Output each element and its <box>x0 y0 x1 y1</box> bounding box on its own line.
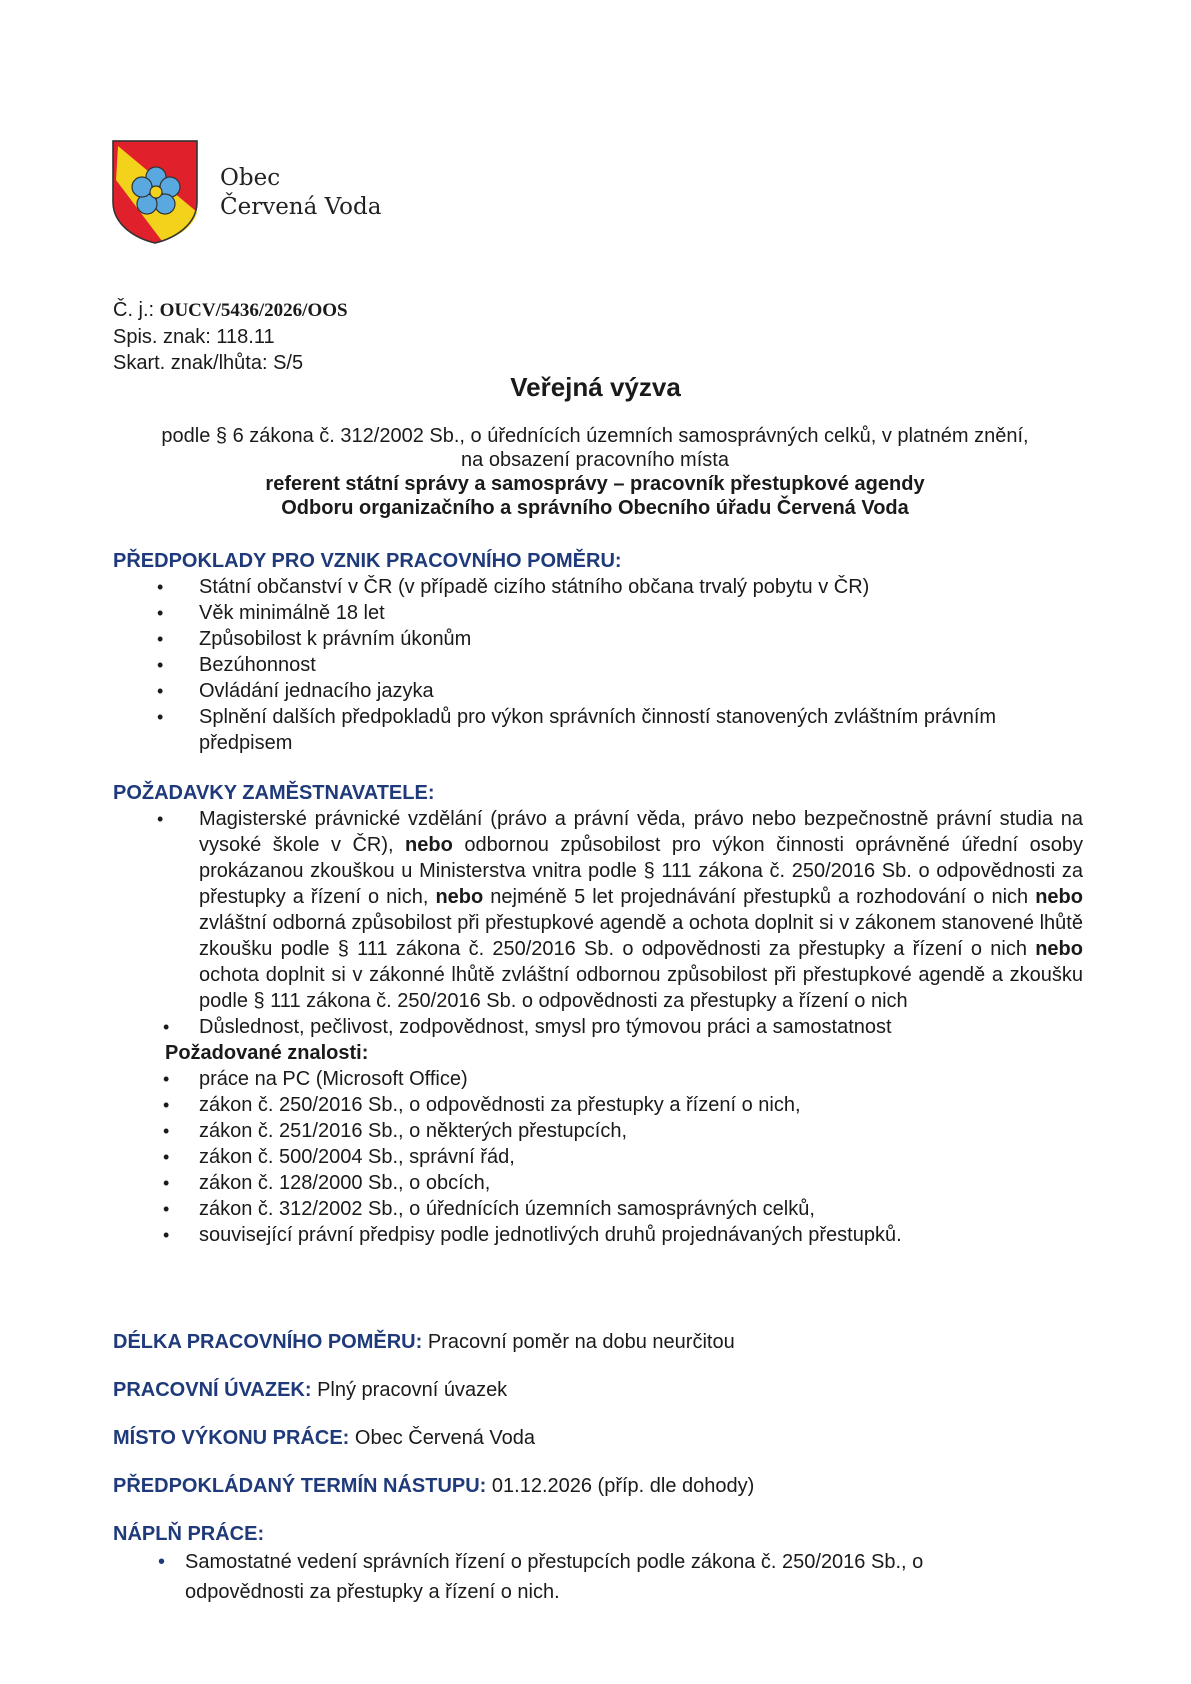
lead-line: na obsazení pracovního místa <box>461 449 729 471</box>
section-requirements <box>113 780 1083 1248</box>
coat-of-arms-icon <box>112 140 198 244</box>
section-prerequisites <box>113 548 1083 756</box>
section-heading: PŘEDPOKLADY PRO VZNIK PRACOVNÍHO POMĚRU: <box>113 550 622 572</box>
list-item: • Státní občanství v ČR (v případě cizího státního občana trvalý pobytu v ČR) <box>113 574 1083 600</box>
list-item: • zákon č. 500/2004 Sb., správní řád, <box>113 1144 1083 1170</box>
requirements-list-2 <box>113 1014 1083 1040</box>
knowledge-heading: Požadované znalosti: <box>165 1042 369 1064</box>
lead-paragraph <box>113 424 1077 520</box>
list-item: • Samostatné vedení správních řízení o přestupcích podle zákona č. 250/2016 Sb., o odpovědnosti za přestupky a řízení o nich. <box>113 1547 1013 1607</box>
detail-label: MÍSTO VÝKONU PRÁCE: <box>113 1427 350 1449</box>
list-item: • Splnění dalších předpokladů pro výkon správních činností stanovených zvláštním právním předpisem <box>113 704 1083 756</box>
emphasis-or: nebo <box>1035 938 1083 960</box>
document-title: Veřejná výzva <box>510 372 681 402</box>
reference-block <box>113 297 348 376</box>
list-item: • související právní předpisy podle jednotlivých druhů projednávaných přestupků. <box>113 1222 1083 1248</box>
list-item: • Věk minimálně 18 let <box>113 600 1083 626</box>
detail-duration <box>113 1329 735 1355</box>
emphasis-or: nebo <box>435 886 484 908</box>
detail-value: 01.12.2026 (příp. dle dohody) <box>486 1475 755 1497</box>
detail-workload <box>113 1377 507 1403</box>
section-heading: NÁPLŇ PRÁCE: <box>113 1523 265 1545</box>
list-item: • zákon č. 128/2000 Sb., o obcích, <box>113 1170 1083 1196</box>
list-item: • zákon č. 251/2016 Sb., o některých přestupcích, <box>113 1118 1083 1144</box>
detail-value: Plný pracovní úvazek <box>311 1379 508 1401</box>
department-name: Odboru organizačního a správního Obecního úřadu Červená Voda <box>281 497 909 519</box>
emphasis-or: nebo <box>405 834 453 856</box>
prerequisites-list <box>113 574 1083 756</box>
text-fragment: ochota doplnit si v zákonné lhůtě zvláštní odbornou způsobilost při přestupkové agendě a zkoušku podle § 111 zákona č. 250/2016 Sb. o odpovědnosti za přestupky a řízení o nich <box>199 964 1083 1012</box>
list-item: • Způsobilost k právním úkonům <box>113 626 1083 652</box>
emphasis-or: nebo <box>1035 886 1083 908</box>
reference-label: Č. j.: <box>113 299 160 321</box>
list-item: • Důslednost, pečlivost, zodpovědnost, smysl pro týmovou práci a samostatnost <box>113 1014 1083 1040</box>
position-title: referent státní správy a samosprávy – pracovník přestupkové agendy <box>265 473 925 495</box>
text-fragment: nejméně 5 let projednávání přestupků a rozhodování o nich <box>483 886 1036 908</box>
list-item: • práce na PC (Microsoft Office) <box>113 1066 1083 1092</box>
job-description-list <box>113 1547 1013 1607</box>
requirements-list <box>113 806 1083 1014</box>
municipality-name <box>220 164 381 222</box>
detail-label: DÉLKA PRACOVNÍHO POMĚRU: <box>113 1331 423 1353</box>
section-job-description <box>113 1521 1013 1607</box>
reference-number: OUCV/5436/2026/OOS <box>159 300 348 321</box>
detail-value: Obec Červená Voda <box>349 1427 536 1449</box>
list-item: • Ovládání jednacího jazyka <box>113 678 1083 704</box>
list-item: • zákon č. 312/2002 Sb., o úřednících územních samosprávných celků, <box>113 1196 1083 1222</box>
section-heading: POŽADAVKY ZAMĚSTNAVATELE: <box>113 782 435 804</box>
detail-value: Pracovní poměr na dobu neurčitou <box>422 1331 735 1353</box>
list-item: • Bezúhonnost <box>113 652 1083 678</box>
list-item: • zákon č. 250/2016 Sb., o odpovědnosti za přestupky a řízení o nich, <box>113 1092 1083 1118</box>
municipality-name-line1: Obec <box>220 165 281 191</box>
lead-line: podle § 6 zákona č. 312/2002 Sb., o úřednících územních samosprávných celků, v platném znění, <box>161 425 1029 447</box>
detail-label: PRACOVNÍ ÚVAZEK: <box>113 1379 312 1401</box>
text-fragment: Magisterské právnické vzdělání (právo a právní věda, právo nebo bezpečnostně právní studia na vysoké škole v ČR), <box>199 808 1083 856</box>
detail-label: PŘEDPOKLÁDANÝ TERMÍN NÁSTUPU: <box>113 1475 487 1497</box>
detail-start-date <box>113 1473 754 1499</box>
file-mark: Spis. znak: 118.11 <box>113 326 275 348</box>
municipality-name-line2: Červená Voda <box>220 194 382 220</box>
detail-location <box>113 1425 535 1451</box>
text-fragment: odbornou způsobilost pro výkon činnosti oprávněné úřední osoby prokázanou zkouškou u Ministerstva vnitra podle § 111 zákona č. 250/2016 Sb. o odpovědnosti za přestupky a řízení o nich, <box>199 834 1083 908</box>
knowledge-list <box>113 1066 1083 1248</box>
shredding-mark: Skart. znak/lhůta: S/5 <box>113 352 304 374</box>
text-fragment: zvláštní odborná způsobilost při přestupkové agendě a ochota doplnit si v zákonem stanovené lhůtě zkoušku podle § 111 zákona č. 250/2016 Sb. o odpovědnosti za přestupky a řízení o nich <box>199 912 1083 960</box>
list-item <box>113 806 1083 1014</box>
